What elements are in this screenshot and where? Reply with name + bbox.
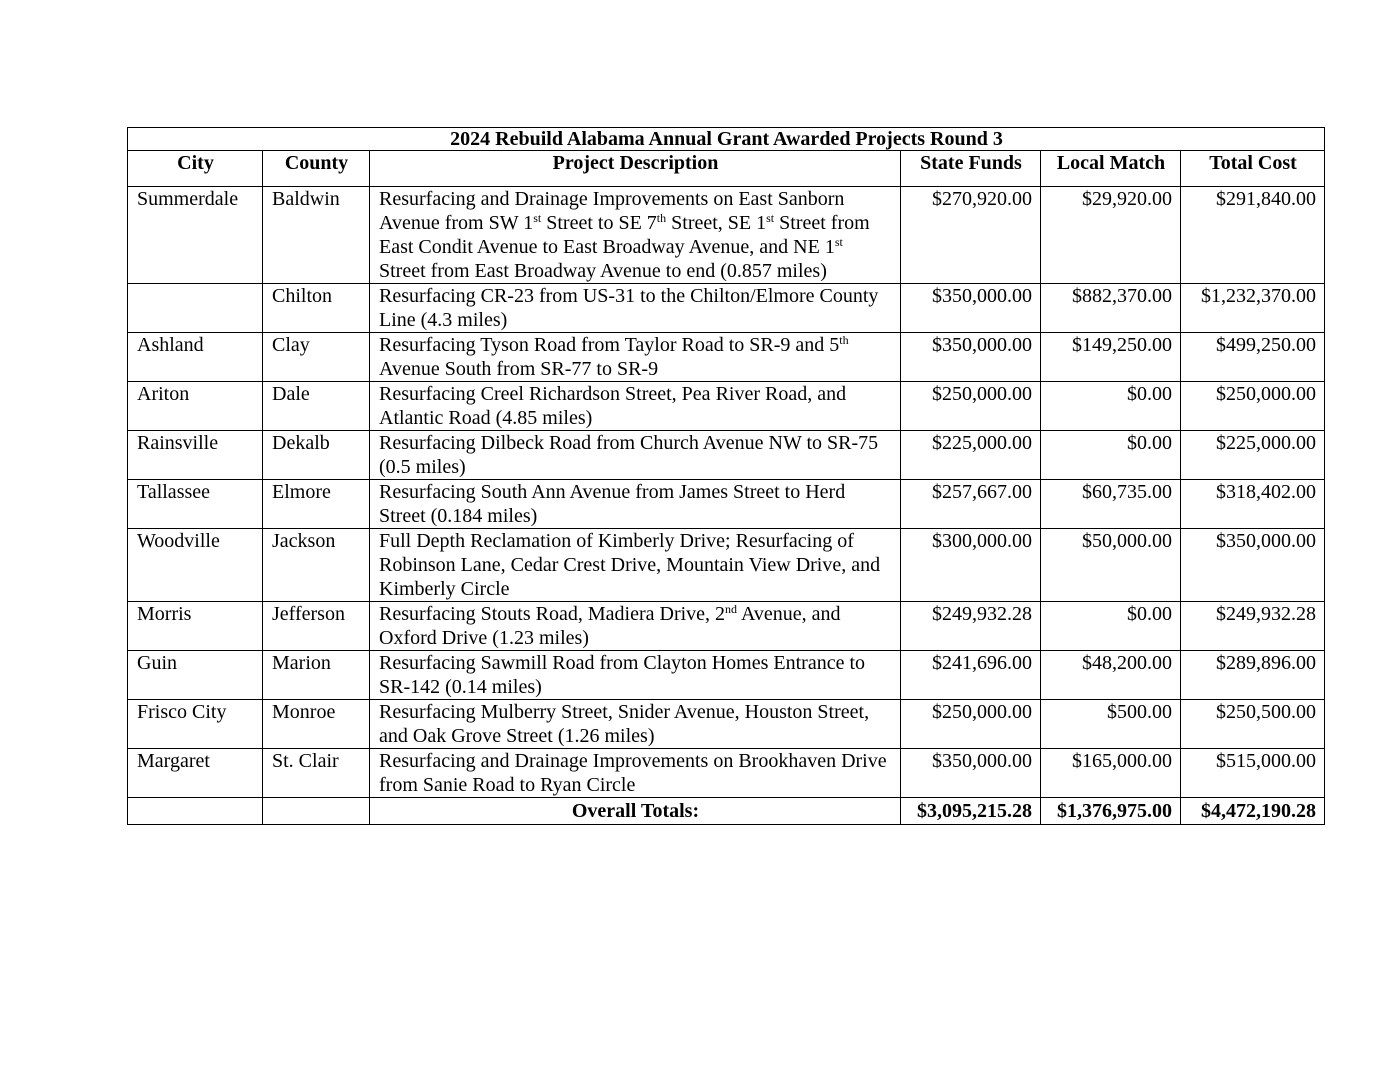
totals-local-match: $1,376,975.00 (1041, 798, 1181, 825)
local-match-cell: $0.00 (1041, 382, 1181, 431)
column-header-project-description: Project Description (370, 151, 901, 187)
project-description-cell: Resurfacing Sawmill Road from Clayton Homes Entrance to SR-142 (0.14 miles) (370, 651, 901, 700)
city-cell: Ariton (128, 382, 263, 431)
grant-projects-table (127, 127, 1325, 825)
column-header-state-funds: State Funds (901, 151, 1041, 187)
city-cell: Rainsville (128, 431, 263, 480)
table-row (128, 749, 1325, 798)
column-header-county: County (263, 151, 370, 187)
county-cell: St. Clair (263, 749, 370, 798)
county-cell: Chilton (263, 284, 370, 333)
state-funds-cell: $350,000.00 (901, 749, 1041, 798)
state-funds-cell: $350,000.00 (901, 333, 1041, 382)
column-header-row (128, 151, 1325, 187)
county-cell: Jefferson (263, 602, 370, 651)
totals-county-cell (263, 798, 370, 825)
table-row (128, 187, 1325, 284)
county-cell: Jackson (263, 529, 370, 602)
totals-row (128, 798, 1325, 825)
table-body (128, 187, 1325, 798)
total-cost-cell: $250,000.00 (1181, 382, 1325, 431)
table-row (128, 602, 1325, 651)
project-description-cell: Resurfacing Mulberry Street, Snider Avenue, Houston Street, and Oak Grove Street (1.26 miles) (370, 700, 901, 749)
table-row (128, 480, 1325, 529)
totals-city-cell (128, 798, 263, 825)
local-match-cell: $165,000.00 (1041, 749, 1181, 798)
city-cell: Woodville (128, 529, 263, 602)
project-description-cell: Resurfacing CR-23 from US-31 to the Chilton/Elmore County Line (4.3 miles) (370, 284, 901, 333)
county-cell: Elmore (263, 480, 370, 529)
totals-total-cost: $4,472,190.28 (1181, 798, 1325, 825)
project-description-cell: Resurfacing and Drainage Improvements on East Sanborn Avenue from SW 1st Street to SE 7th Street, SE 1st Street from East Condit Avenue to East Broadway Avenue, and NE 1st Street from East Broadway Avenue to end (0.857 miles) (370, 187, 901, 284)
local-match-cell: $50,000.00 (1041, 529, 1181, 602)
state-funds-cell: $241,696.00 (901, 651, 1041, 700)
table-title: 2024 Rebuild Alabama Annual Grant Awarded Projects Round 3 (128, 128, 1325, 151)
project-description-cell: Resurfacing Tyson Road from Taylor Road to SR-9 and 5th Avenue South from SR-77 to SR-9 (370, 333, 901, 382)
local-match-cell: $29,920.00 (1041, 187, 1181, 284)
table-row (128, 529, 1325, 602)
table-row (128, 382, 1325, 431)
city-cell: Guin (128, 651, 263, 700)
county-cell: Monroe (263, 700, 370, 749)
local-match-cell: $48,200.00 (1041, 651, 1181, 700)
local-match-cell: $500.00 (1041, 700, 1181, 749)
project-description-cell: Resurfacing Dilbeck Road from Church Avenue NW to SR-75 (0.5 miles) (370, 431, 901, 480)
local-match-cell: $0.00 (1041, 602, 1181, 651)
table-row (128, 700, 1325, 749)
county-cell: Marion (263, 651, 370, 700)
state-funds-cell: $249,932.28 (901, 602, 1041, 651)
county-cell: Dale (263, 382, 370, 431)
column-header-total-cost: Total Cost (1181, 151, 1325, 187)
local-match-cell: $60,735.00 (1041, 480, 1181, 529)
total-cost-cell: $318,402.00 (1181, 480, 1325, 529)
state-funds-cell: $350,000.00 (901, 284, 1041, 333)
city-cell: Summerdale (128, 187, 263, 284)
city-cell: Frisco City (128, 700, 263, 749)
local-match-cell: $882,370.00 (1041, 284, 1181, 333)
state-funds-cell: $300,000.00 (901, 529, 1041, 602)
local-match-cell: $149,250.00 (1041, 333, 1181, 382)
project-description-cell: Resurfacing South Ann Avenue from James Street to Herd Street (0.184 miles) (370, 480, 901, 529)
city-cell (128, 284, 263, 333)
total-cost-cell: $1,232,370.00 (1181, 284, 1325, 333)
table-row (128, 284, 1325, 333)
totals-label: Overall Totals: (370, 798, 901, 825)
city-cell: Ashland (128, 333, 263, 382)
table-row (128, 651, 1325, 700)
project-description-cell: Resurfacing Creel Richardson Street, Pea River Road, and Atlantic Road (4.85 miles) (370, 382, 901, 431)
total-cost-cell: $289,896.00 (1181, 651, 1325, 700)
total-cost-cell: $250,500.00 (1181, 700, 1325, 749)
total-cost-cell: $225,000.00 (1181, 431, 1325, 480)
column-header-city: City (128, 151, 263, 187)
table-row (128, 333, 1325, 382)
state-funds-cell: $257,667.00 (901, 480, 1041, 529)
totals-state-funds: $3,095,215.28 (901, 798, 1041, 825)
city-cell: Tallassee (128, 480, 263, 529)
county-cell: Baldwin (263, 187, 370, 284)
table-title-row (128, 128, 1325, 151)
project-description-cell: Resurfacing and Drainage Improvements on Brookhaven Drive from Sanie Road to Ryan Circle (370, 749, 901, 798)
project-description-cell: Full Depth Reclamation of Kimberly Drive; Resurfacing of Robinson Lane, Cedar Crest Drive, Mountain View Drive, and Kimberly Circle (370, 529, 901, 602)
state-funds-cell: $225,000.00 (901, 431, 1041, 480)
total-cost-cell: $515,000.00 (1181, 749, 1325, 798)
state-funds-cell: $250,000.00 (901, 700, 1041, 749)
city-cell: Margaret (128, 749, 263, 798)
local-match-cell: $0.00 (1041, 431, 1181, 480)
county-cell: Dekalb (263, 431, 370, 480)
total-cost-cell: $249,932.28 (1181, 602, 1325, 651)
table-row (128, 431, 1325, 480)
total-cost-cell: $499,250.00 (1181, 333, 1325, 382)
state-funds-cell: $250,000.00 (901, 382, 1041, 431)
column-header-local-match: Local Match (1041, 151, 1181, 187)
total-cost-cell: $291,840.00 (1181, 187, 1325, 284)
county-cell: Clay (263, 333, 370, 382)
city-cell: Morris (128, 602, 263, 651)
state-funds-cell: $270,920.00 (901, 187, 1041, 284)
total-cost-cell: $350,000.00 (1181, 529, 1325, 602)
project-description-cell: Resurfacing Stouts Road, Madiera Drive, 2nd Avenue, and Oxford Drive (1.23 miles) (370, 602, 901, 651)
